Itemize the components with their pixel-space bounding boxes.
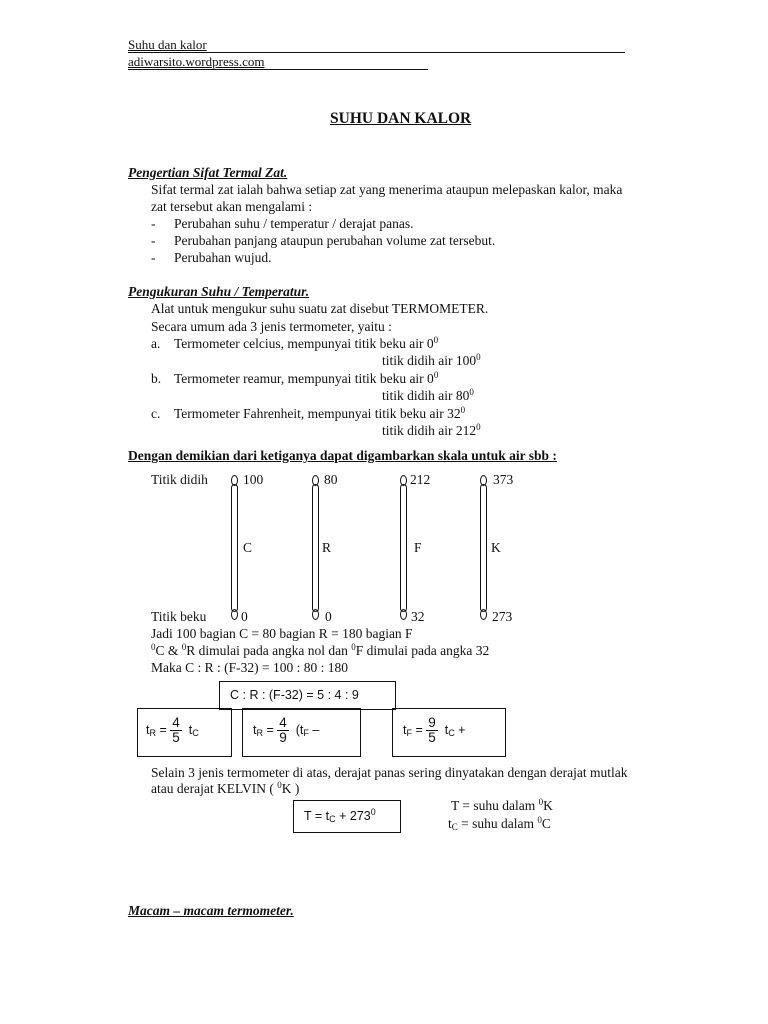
label-titik-didih: Titik didih — [151, 472, 208, 487]
thermometer-tube — [231, 484, 238, 612]
thermometer-bottom-bulb — [312, 609, 319, 620]
list-item: Termometer Fahrenheit, mempunyai titik beku air $32^0$ — [174, 405, 466, 421]
scale-top-value: 212 — [410, 472, 431, 487]
scale-bottom-value: 273 — [492, 609, 513, 624]
header-site: adiwarsito.wordpress.com — [128, 54, 265, 69]
paragraph-line: Selain 3 jenis termometer di atas, derajat panas sering dinyatakan dengan derajat mutlak — [151, 765, 628, 780]
thermometer-tube — [400, 484, 407, 612]
start-line: $^0$C & $^0$R dimulai pada angka nol dan $^0$F dimulai pada angka 32 — [151, 642, 490, 658]
scale-label: F — [414, 540, 422, 555]
scale-bottom-value: 32 — [411, 609, 425, 624]
scale-bottom-value: 0 — [325, 609, 332, 624]
kelvin-definition: T = suhu dalam $^0$K — [451, 797, 553, 813]
thermometer-bottom-bulb — [400, 609, 407, 620]
header-rule-2 — [128, 69, 428, 70]
list-item-sub: titik didih air $80^0$ — [382, 387, 474, 403]
list-item-sub: titik didih air $212^0$ — [382, 422, 481, 438]
kelvin-formula-text: $T = t_C + 273^0$ — [304, 807, 376, 824]
page-title: SUHU DAN KALOR — [330, 110, 472, 127]
scale-label: C — [243, 540, 253, 555]
section-heading-macam: Macam – macam termometer. — [128, 903, 294, 918]
paragraph-line: zat tersebut akan mengalami : — [151, 199, 313, 214]
section-heading-pengertian: Pengertian Sifat Termal Zat. — [128, 165, 288, 180]
celsius-definition: $t_C$ = suhu dalam $^0$C — [448, 815, 551, 832]
scale-top-value: 80 — [324, 472, 338, 487]
ratio-line: Jadi 100 bagian C = 80 bagian R = 180 bagian F — [151, 626, 413, 641]
formula-text: $t_R$ = $\frac{4}{9}$ ($t_F$ – — [253, 715, 320, 746]
paragraph-line: Secara umum ada 3 jenis termometer, yaitu : — [151, 319, 392, 334]
paragraph-line: Sifat termal zat ialah bahwa setiap zat yang menerima ataupun melepaskan kalor, maka — [151, 182, 623, 197]
thermometer-tube — [312, 484, 319, 612]
formula-box-tf-tc — [392, 708, 506, 757]
section-heading-skala: Dengan demikian dari ketiganya dapat digambarkan skala untuk air sbb : — [128, 448, 557, 463]
list-item: Perubahan suhu / temperatur / derajat panas. — [174, 216, 414, 231]
list-letter: c. — [151, 406, 161, 421]
list-bullet: - — [151, 250, 156, 265]
formula-box-tr-tc — [137, 708, 232, 757]
scale-label: R — [322, 540, 332, 555]
ratio-box — [219, 681, 396, 710]
label-titik-beku: Titik beku — [151, 609, 207, 624]
list-bullet: - — [151, 216, 156, 231]
scale-label: K — [491, 540, 501, 555]
paragraph-line: atau derajat KELVIN ( $^0$K ) — [151, 780, 300, 796]
thermometer-tube — [480, 484, 487, 612]
list-item-sub: titik didih air $100^0$ — [382, 352, 481, 368]
thermometer-bottom-bulb — [231, 609, 238, 620]
header-rule-1 — [128, 52, 625, 53]
maka-line: Maka C : R : (F-32) = 100 : 80 : 180 — [151, 660, 348, 675]
formula-box-tr-tf — [242, 708, 361, 757]
list-item: Perubahan wujud. — [174, 250, 272, 265]
list-item: Termometer celcius, mempunyai titik beku air $0^0$ — [174, 335, 439, 351]
paragraph-line: Alat untuk mengukur suhu suatu zat disebut TERMOMETER. — [151, 301, 489, 316]
list-letter: b. — [151, 371, 162, 386]
scale-bottom-value: 0 — [241, 609, 248, 624]
list-letter: a. — [151, 336, 161, 351]
kelvin-formula-box — [293, 800, 401, 833]
scale-top-value: 100 — [243, 472, 264, 487]
formula-text: $t_F$ = $\frac{9}{5}$ $t_C$ + — [403, 715, 466, 746]
list-item: Perubahan panjang ataupun perubahan volume zat tersebut. — [174, 233, 496, 248]
section-heading-pengukuran: Pengukuran Suhu / Temperatur. — [128, 284, 310, 299]
header-title: Suhu dan kalor — [128, 37, 207, 52]
formula-text: $t_R$ = $\frac{4}{5}$ $t_C$ — [146, 715, 199, 746]
list-bullet: - — [151, 233, 156, 248]
thermometer-bottom-bulb — [480, 609, 487, 620]
list-item: Termometer reamur, mempunyai titik beku air $0^0$ — [174, 370, 439, 386]
scale-top-value: 373 — [493, 472, 514, 487]
ratio-box-text: C : R : (F-32) = 5 : 4 : 9 — [230, 688, 359, 702]
